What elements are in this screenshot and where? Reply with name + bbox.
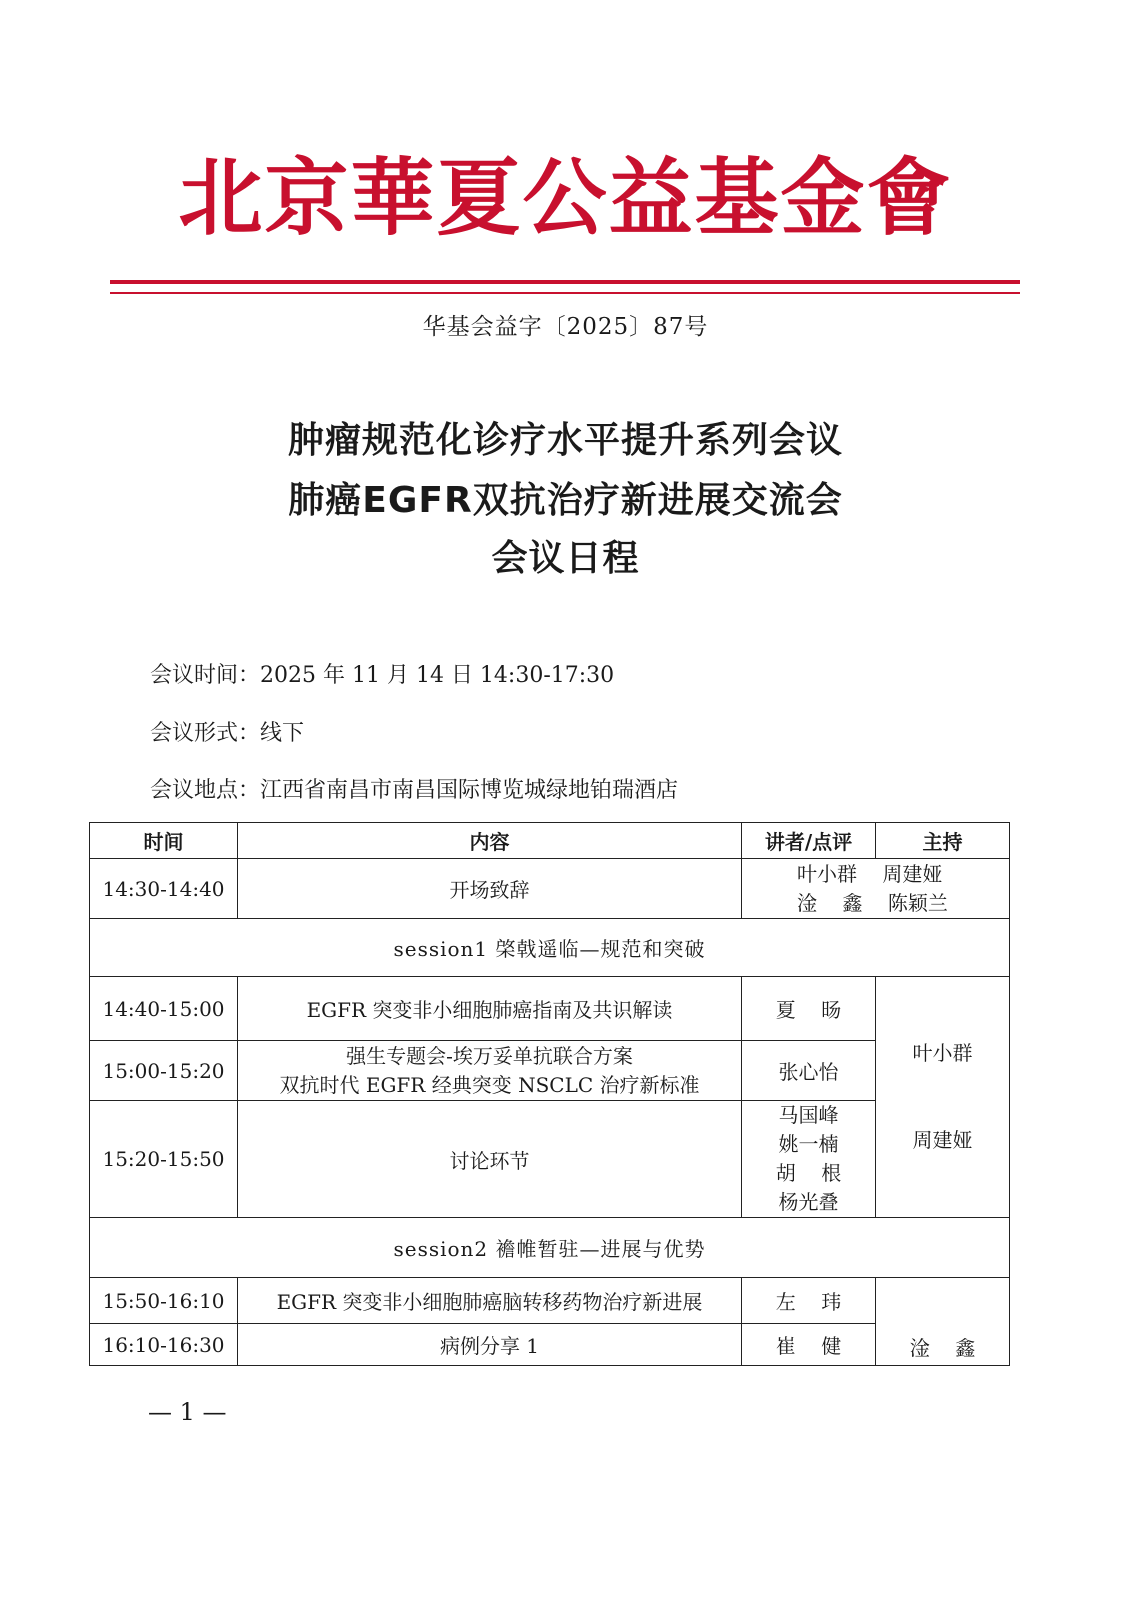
page-number: — 1 — — [148, 1398, 227, 1426]
row-time: 15:00-15:20 — [90, 1041, 238, 1101]
row-content: EGFR 突变非小细胞肺癌脑转移药物治疗新进展 — [238, 1278, 742, 1324]
document-number: 华基会益字〔2025〕87号 — [422, 314, 709, 340]
speaker-name: 姚一楠 — [778, 1132, 839, 1156]
speaker-name: 杨光叠 — [778, 1190, 839, 1214]
speaker-line: 叶小群 周建娅 — [797, 861, 943, 886]
speaker-line: 淦 鑫 陈颖兰 — [797, 890, 948, 915]
header-content: 内容 — [238, 823, 742, 859]
row-content — [238, 1041, 742, 1101]
table-row — [90, 977, 1010, 1041]
row-speakers — [742, 859, 1010, 919]
session2-title: session2 襜帷暂驻—进展与优势 — [90, 1218, 1010, 1278]
row-content: 讨论环节 — [238, 1101, 742, 1218]
row-content: 病例分享 1 — [238, 1324, 742, 1366]
table-row — [90, 1278, 1010, 1324]
table-row — [90, 1041, 1010, 1101]
session-row — [90, 1218, 1010, 1278]
agenda-table — [89, 822, 1010, 1366]
meeting-location: 会议地点：江西省南昌市南昌国际博览城绿地铂瑞酒店 — [150, 778, 679, 803]
row-speaker: 左 玮 — [742, 1278, 876, 1324]
content-line: 双抗时代 EGFR 经典突变 NSCLC 治疗新标准 — [279, 1072, 700, 1097]
speaker-name: 胡 根 — [775, 1161, 842, 1185]
meeting-format: 会议形式：线下 — [150, 721, 305, 746]
table-row — [90, 1101, 1010, 1218]
red-rule-thick — [110, 280, 1020, 284]
row-time: 14:40-15:00 — [90, 977, 238, 1041]
table-row — [90, 1324, 1010, 1366]
session-row — [90, 919, 1010, 977]
header-speaker: 讲者/点评 — [742, 823, 876, 859]
row-speaker: 夏 旸 — [742, 977, 876, 1041]
row-content: EGFR 突变非小细胞肺癌指南及共识解读 — [238, 977, 742, 1041]
title-line-1: 肿瘤规范化诊疗水平提升系列会议 — [287, 420, 843, 461]
header-host: 主持 — [876, 823, 1010, 859]
row-speaker: 张心怡 — [742, 1041, 876, 1101]
foundation-letterhead: 北京華夏公益基金會 — [178, 148, 953, 247]
row-time: 15:50-16:10 — [90, 1278, 238, 1324]
red-rule-thin — [110, 292, 1020, 294]
session2-host: 淦 鑫 — [876, 1278, 1010, 1366]
session1-title: session1 棨戟遥临—规范和突破 — [90, 919, 1010, 977]
host-name: 叶小群 — [912, 1041, 973, 1065]
header-time: 时间 — [90, 823, 238, 859]
table-row — [90, 859, 1010, 919]
title-line-2: 肺癌EGFR双抗治疗新进展交流会 — [288, 480, 843, 521]
table-header-row — [90, 823, 1010, 859]
meeting-time: 会议时间：2025 年 11 月 14 日 14:30-17:30 — [150, 663, 615, 688]
speaker-name: 马国峰 — [778, 1103, 839, 1127]
spacer — [876, 1068, 1009, 1126]
session1-hosts — [876, 977, 1010, 1218]
row-time: 15:20-15:50 — [90, 1101, 238, 1218]
row-time: 16:10-16:30 — [90, 1324, 238, 1366]
row-speakers — [742, 1101, 876, 1218]
row-time: 14:30-14:40 — [90, 859, 238, 919]
host-name: 周建娅 — [912, 1128, 973, 1152]
row-speaker: 崔 健 — [742, 1324, 876, 1366]
content-line: 强生专题会-埃万妥单抗联合方案 — [346, 1043, 633, 1068]
row-content: 开场致辞 — [238, 859, 742, 919]
title-line-3: 会议日程 — [491, 538, 640, 579]
